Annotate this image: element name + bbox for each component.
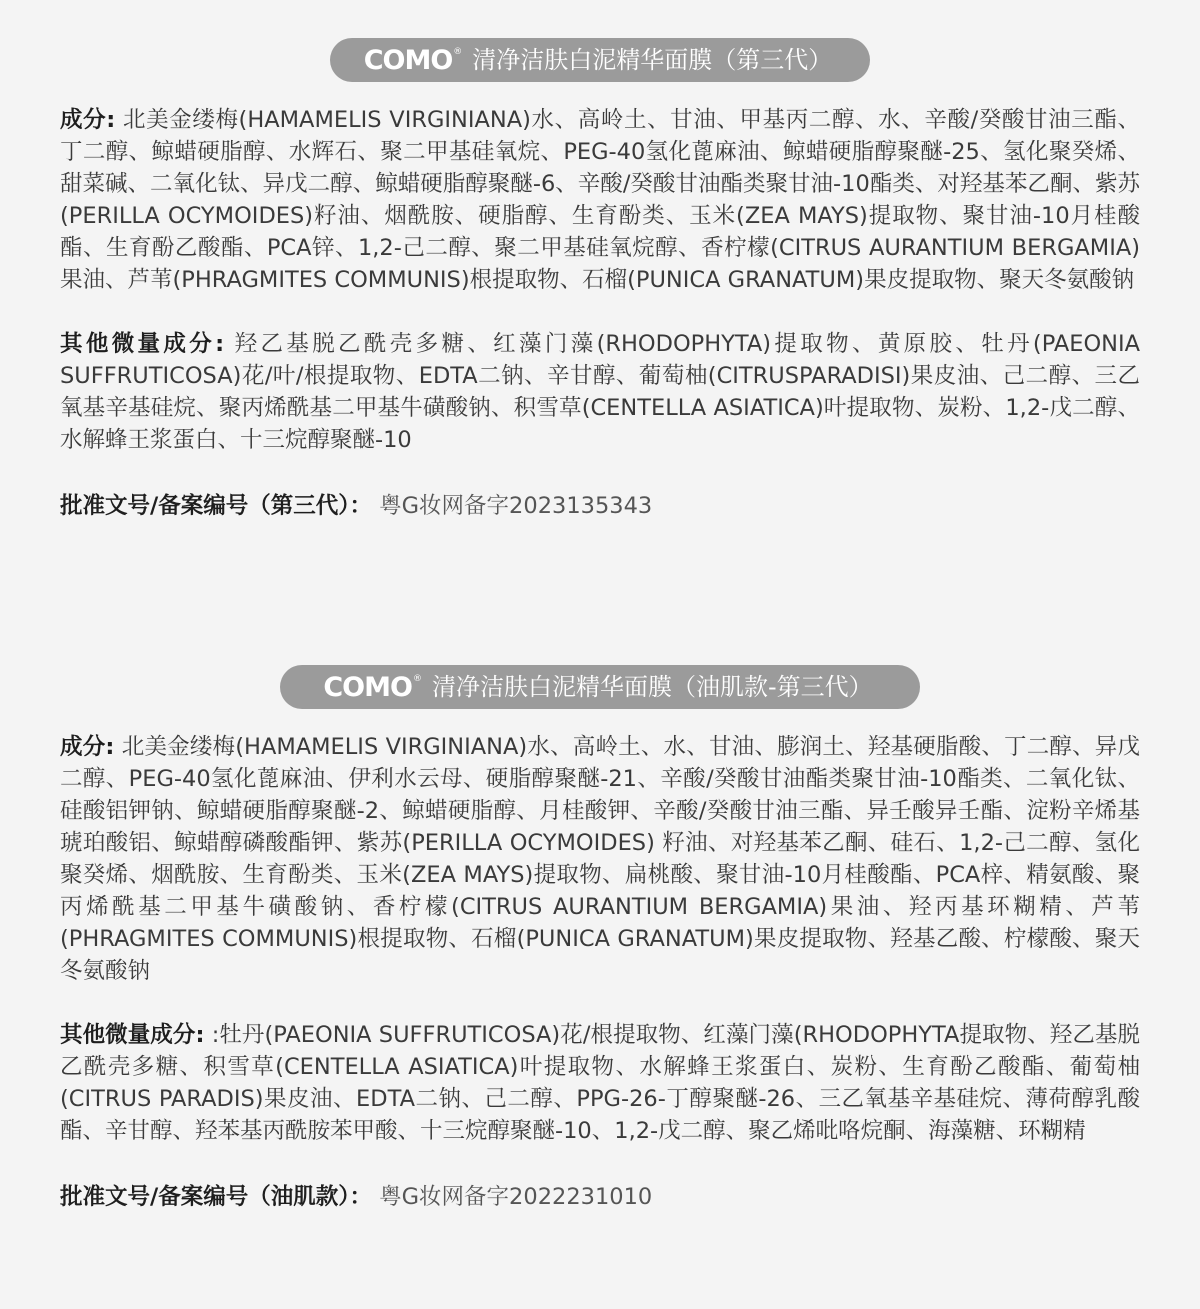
approval-number: 粤G妆网备字2022231010	[379, 1184, 653, 1210]
trace-text: :牡丹(PAEONIA SUFFRUTICOSA)花/根提取物、红藻门藻(RHODOPHYTA提取物、羟乙基脱乙酰壳多糖、积雪草(CENTELLA ASIATICA)叶提取物、水解蜂王浆蛋白、炭粉、生育酚乙酸酯、葡萄柚(CITRUS PARADIS)果皮油、EDTA二钠、己二醇、PPG-26-丁醇聚醚-26、三乙氧基辛基硅烷、薄荷醇乳酸酯、辛甘醇、羟苯基丙酰胺苯甲酸、十三烷醇聚醚-10、1,2-戊二醇、聚乙烯吡咯烷酮、海藻糖、环糊精	[60, 1022, 1141, 1144]
product-section-3rd-gen	[0, 38, 1200, 522]
title-banner	[280, 665, 920, 709]
ingredients-label: 成分:	[60, 107, 116, 133]
como-logo	[323, 671, 422, 703]
logo-text: COMO	[323, 671, 412, 703]
logo-text: COMO	[363, 44, 453, 76]
ingredients-paragraph	[60, 731, 1140, 987]
approval-label: 批准文号/备案编号（第三代）：	[60, 493, 372, 519]
product-title: 清净洁肤白泥精华面膜（油肌款-第三代）	[431, 673, 873, 701]
trace-ingredients-paragraph	[60, 328, 1140, 456]
product-title: 清净洁肤白泥精华面膜（第三代）	[472, 46, 833, 74]
ingredients-paragraph	[60, 104, 1140, 296]
ingredients-text: 北美金缕梅(HAMAMELIS VIRGINIANA)水、高岭土、水、甘油、膨润土、羟基硬脂酸、丁二醇、异戊二醇、PEG-40氢化蓖麻油、伊利水云母、硬脂醇聚醚-21、辛酸/癸酸甘油酯类聚甘油-10酯类、二氧化钛、硅酸铝钾钠、鲸蜡硬脂醇聚醚-2、鲸蜡硬脂醇、月桂酸钾、辛酸/癸酸甘油三酯、异壬酸异壬酯、淀粉辛烯基琥珀酸铝、鲸蜡醇磷酸酯钾、紫苏(PERILLA OCYMOIDES) 籽油、对羟基苯乙酮、硅石、1,2-己二醇、氢化聚癸烯、烟酰胺、生育酚类、玉米(ZEA MAYS)提取物、扁桃酸、聚甘油-10月桂酸酯、PCA梓、精氨酸、聚丙烯酰基二甲基牛磺酸钠、香柠檬(CITRUS AURANTIUM BERGAMIA)果油、羟丙基环糊精、芦苇(PHRAGMITES COMMUNIS)根提取物、石榴(PUNICA GRANATUM)果皮提取物、羟基乙酸、柠檬酸、聚天冬氨酸钠	[60, 734, 1141, 984]
trace-text: 羟乙基脱乙酰壳多糖、红藻门藻(RHODOPHYTA)提取物、黄原胶、牡丹(PAEONIA SUFFRUTICOSA)花/叶/根提取物、EDTA二钠、辛甘醇、葡萄柚(CITRUSPARADISI)果皮油、己二醇、三乙氧基辛基硅烷、聚丙烯酰基二甲基牛磺酸钠、积雪草(CENTELLA ASIATICA)叶提取物、炭粉、1,2-戊二醇、水解蜂王浆蛋白、十三烷醇聚醚-10	[60, 331, 1141, 453]
ingredients-text: 北美金缕梅(HAMAMELIS VIRGINIANA)水、高岭土、甘油、甲基丙二醇、水、辛酸/癸酸甘油三酯、丁二醇、鲸蜡硬脂醇、水辉石、聚二甲基硅氧烷、PEG-40氢化蓖麻油、鲸蜡硬脂醇聚醚-25、氢化聚癸烯、甜菜碱、二氧化钛、异戊二醇、鲸蜡硬脂醇聚醚-6、辛酸/癸酸甘油酯类聚甘油-10酯类、对羟基苯乙酮、紫苏(PERILLA OCYMOIDES)籽油、烟酰胺、硬脂醇、生育酚类、玉米(ZEA MAYS)提取物、聚甘油-10月桂酸酯、生育酚乙酸酯、PCA锌、1,2-己二醇、聚二甲基硅氧烷醇、香柠檬(CITRUS AURANTIUM BERGAMIA)果油、芦苇(PHRAGMITES COMMUNIS)根提取物、石榴(PUNICA GRANATUM)果皮提取物、聚天冬氨酸钠	[60, 107, 1140, 293]
trace-label: 其他微量成分:	[60, 331, 225, 357]
title-banner	[330, 38, 870, 82]
product-section-oily-skin	[0, 665, 1200, 1213]
trace-ingredients-paragraph	[60, 1019, 1140, 1147]
registered-mark: ®	[412, 673, 422, 684]
ingredients-label: 成分:	[60, 734, 115, 760]
approval-paragraph	[60, 490, 1140, 522]
approval-label: 批准文号/备案编号（油肌款）：	[60, 1184, 372, 1210]
approval-number: 粤G妆网备字2023135343	[379, 493, 653, 519]
registered-mark: ®	[453, 46, 463, 57]
trace-label: 其他微量成分:	[60, 1022, 205, 1048]
como-logo	[363, 44, 463, 76]
approval-paragraph	[60, 1181, 1140, 1213]
